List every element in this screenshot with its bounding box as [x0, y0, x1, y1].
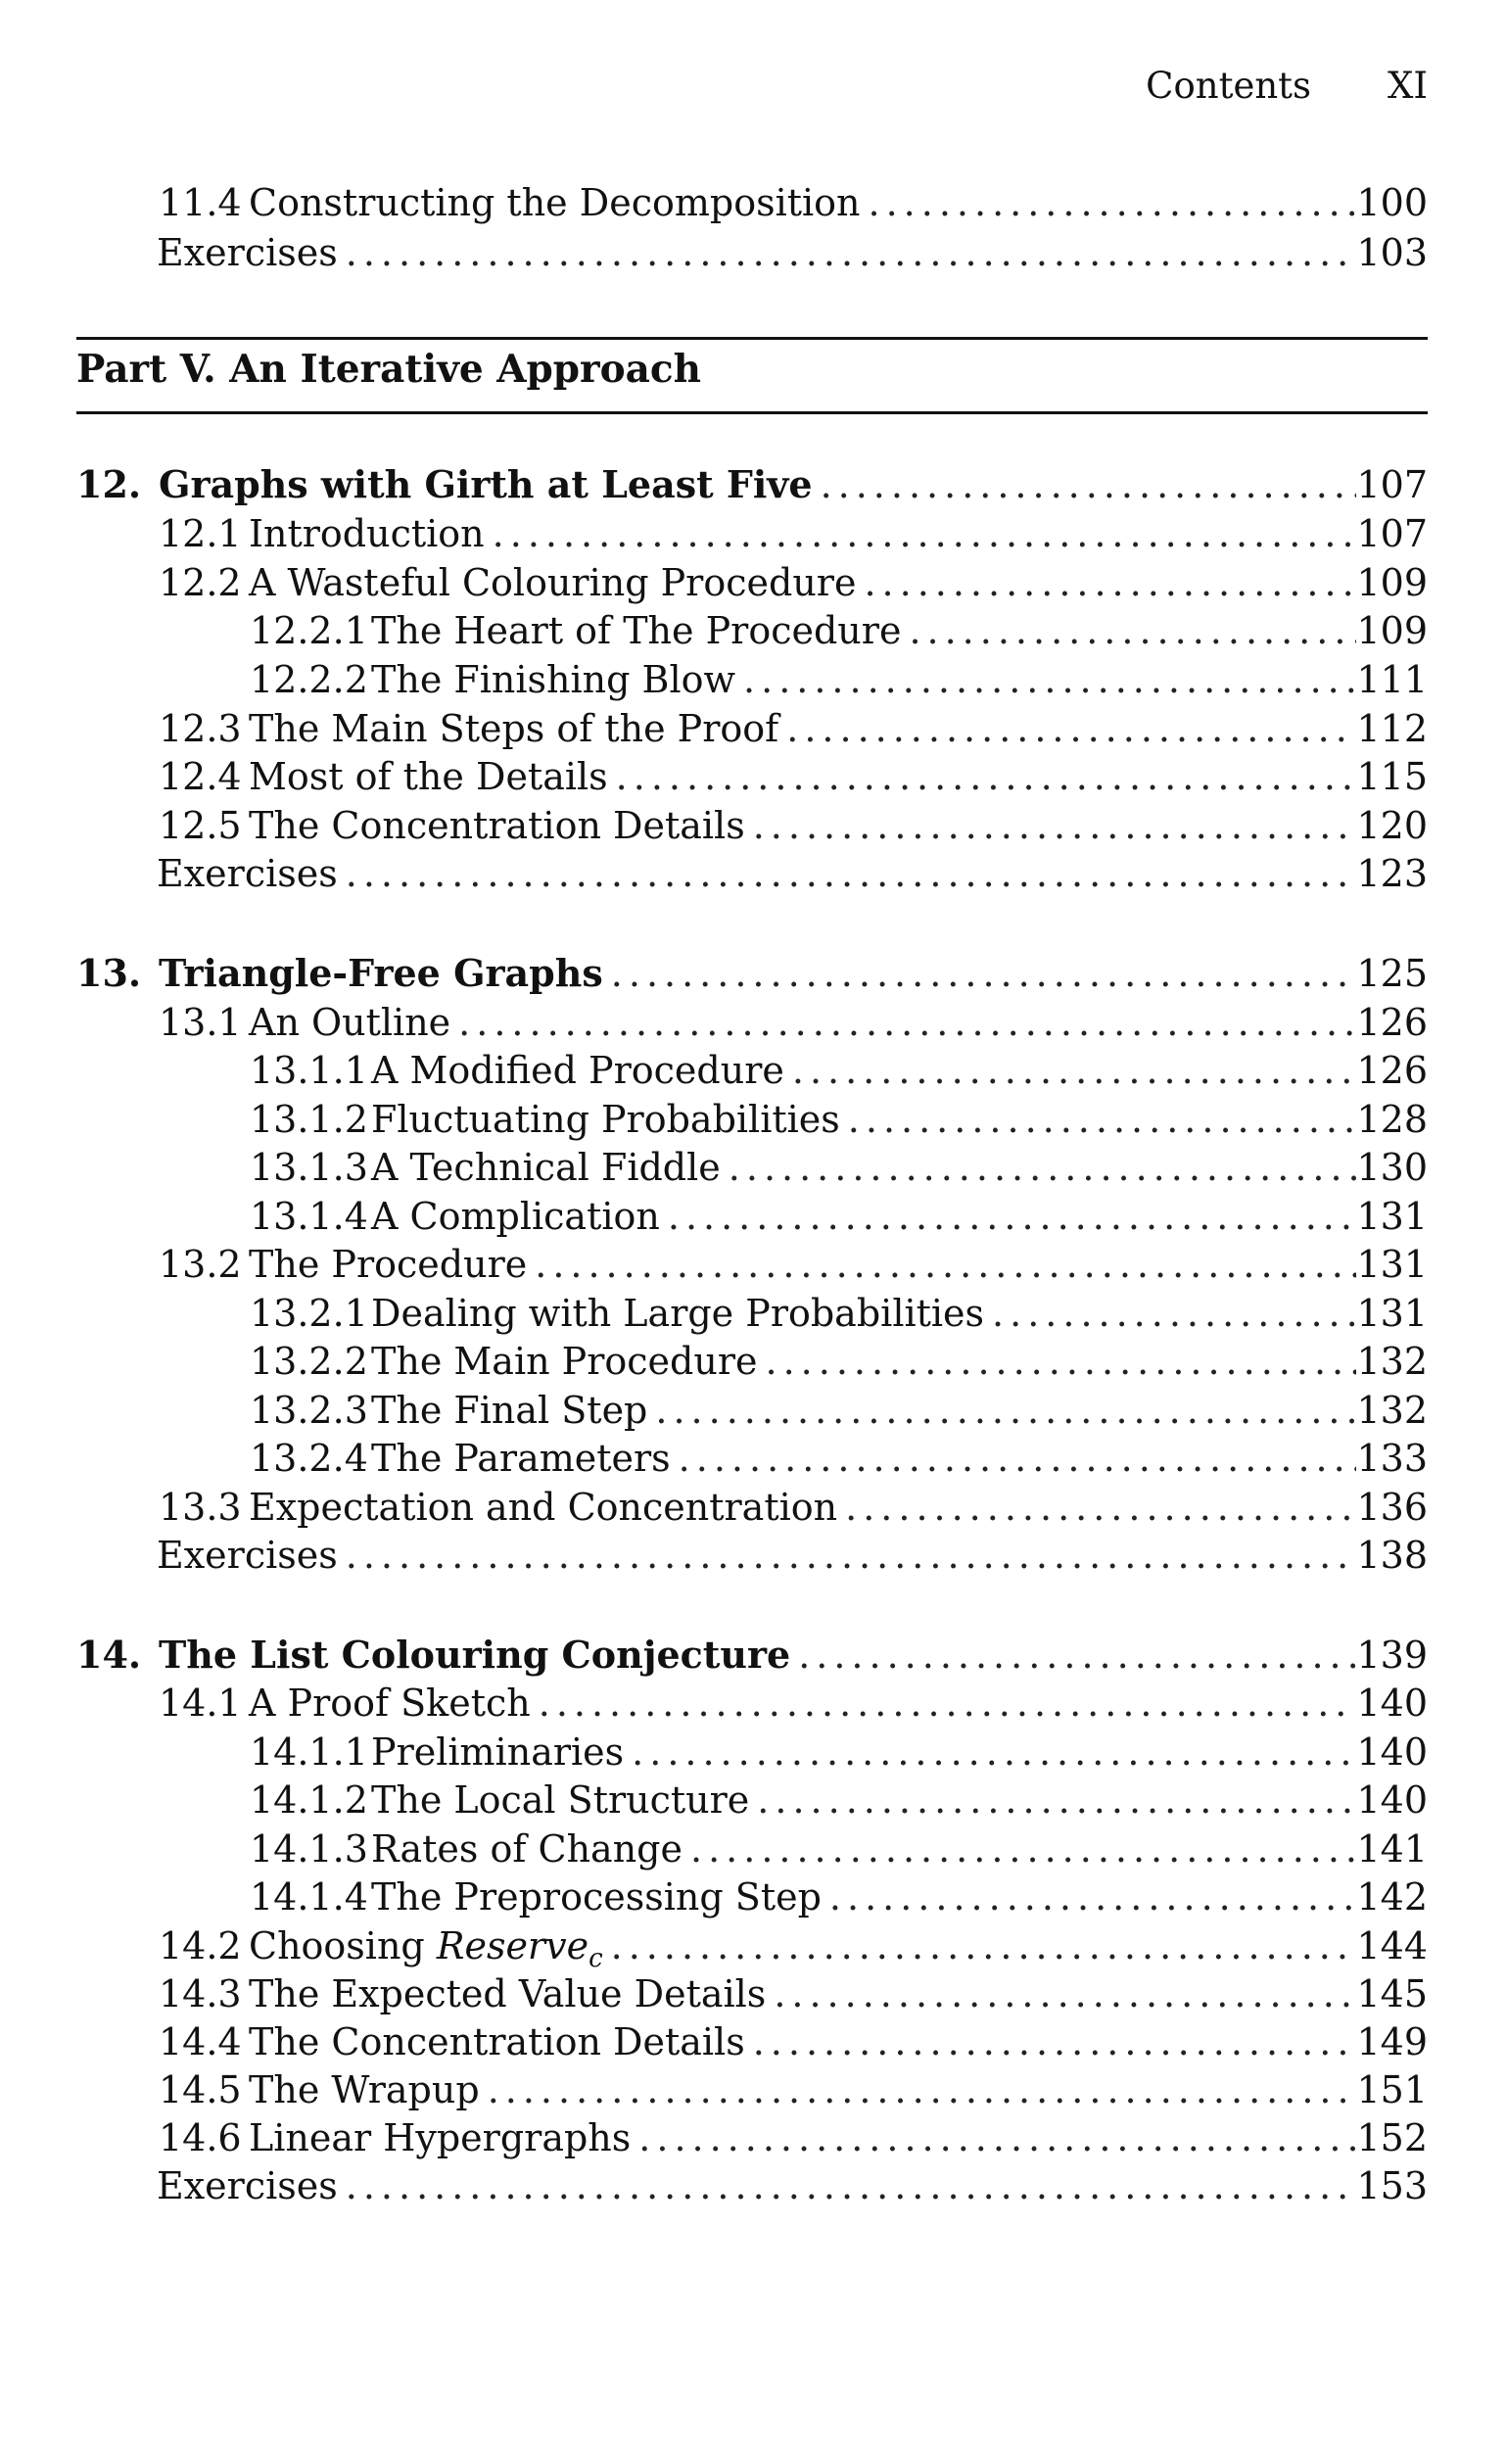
toc-entry-page: 131	[1356, 1243, 1428, 1286]
toc-entry-title: A Wasteful Colouring Procedure	[249, 561, 857, 604]
toc-entry-13-1-4[interactable]	[250, 1192, 1428, 1241]
toc-entry-number: 14.1.2	[250, 1778, 368, 1822]
toc-entry-title: The Parameters	[371, 1437, 671, 1480]
chapter-number: 13.	[76, 951, 142, 995]
toc-entry-13-2-3[interactable]	[250, 1386, 1428, 1435]
toc-entry-14-2[interactable]	[159, 1921, 1428, 1973]
leader-dots	[784, 1046, 1357, 1095]
toc-entry-page: 103	[1356, 231, 1428, 274]
toc-entry-page: 112	[1356, 707, 1428, 750]
toc-entry-exercises-11[interactable]	[157, 228, 1428, 277]
toc-entry-13-1-3[interactable]	[250, 1143, 1428, 1192]
toc-entry-number: 14.1	[159, 1682, 242, 1725]
chapter-page: 107	[1356, 463, 1428, 506]
toc-entry-14-1-3[interactable]	[250, 1824, 1428, 1873]
toc-entry-14-1-1[interactable]	[250, 1728, 1428, 1777]
toc-entry-title: Fluctuating Probabilities	[371, 1098, 840, 1141]
part-heading: Part V. An Iterative Approach	[76, 347, 701, 392]
toc-entry-title: Exercises	[157, 231, 338, 274]
toc-entry-14-5[interactable]	[159, 2065, 1428, 2114]
leader-dots	[840, 1095, 1357, 1144]
leader-dots	[861, 178, 1357, 227]
toc-entry-page: 151	[1356, 2068, 1428, 2111]
toc-entry-page: 107	[1356, 512, 1428, 555]
leader-dots	[749, 1776, 1356, 1824]
leader-dots	[485, 509, 1357, 558]
chapter-number: 14.	[76, 1633, 142, 1677]
toc-entry-title: The Finishing Blow	[371, 658, 736, 701]
toc-entry-title: An Outline	[249, 1001, 451, 1044]
toc-entry-12-2-1[interactable]	[250, 606, 1428, 655]
toc-entry-page: 144	[1356, 1924, 1428, 1967]
running-head	[1146, 65, 1428, 108]
toc-chapter-13[interactable]	[76, 949, 1428, 998]
toc-entry-number: 13.2.4	[250, 1437, 368, 1480]
toc-entry-number: 14.6	[159, 2116, 242, 2159]
toc-entry-12-2[interactable]	[159, 558, 1428, 607]
toc-entry-title-prefix: Choosing	[249, 1924, 437, 1967]
toc-entry-page: 131	[1356, 1292, 1428, 1335]
toc-entry-title: The Concentration Details	[249, 2020, 745, 2063]
part-rule-bottom	[76, 411, 1428, 414]
toc-entry-title: Introduction	[249, 512, 485, 555]
leader-dots	[745, 2017, 1357, 2066]
toc-entry-page: 133	[1356, 1437, 1428, 1480]
toc-entry-title: Exercises	[157, 1534, 338, 1577]
toc-entry-number: 12.3	[159, 707, 242, 750]
chapter-title: The List Colouring Conjecture	[159, 1633, 791, 1677]
toc-entry-page: 145	[1356, 1972, 1428, 2015]
leader-dots	[338, 2161, 1357, 2210]
toc-entry-title: A Technical Fiddle	[371, 1146, 721, 1189]
toc-entry-number: 14.3	[159, 1972, 242, 2015]
toc-entry-page: 111	[1356, 658, 1428, 701]
toc-entry-number: 13.1.4	[250, 1195, 368, 1238]
toc-entry-number: 12.2.1	[250, 609, 368, 652]
toc-entry-page: 132	[1356, 1340, 1428, 1383]
toc-entry-title: The Main Steps of the Proof	[249, 707, 779, 750]
toc-entry-page: 140	[1356, 1682, 1428, 1725]
toc-entry-page: 136	[1356, 1486, 1428, 1529]
toc-entry-page: 140	[1356, 1730, 1428, 1774]
toc-entry-page: 130	[1356, 1146, 1428, 1189]
toc-entry-title: A Proof Sketch	[249, 1682, 531, 1725]
leader-dots	[531, 1679, 1357, 1728]
toc-entry-page: 141	[1356, 1827, 1428, 1871]
toc-entry-number: 13.1.1	[250, 1049, 368, 1092]
leader-dots	[856, 558, 1356, 607]
toc-entry-title: The Procedure	[249, 1243, 528, 1286]
toc-entry-11-4[interactable]	[159, 178, 1428, 227]
toc-entry-title: Exercises	[157, 2164, 338, 2207]
toc-entry-number: 12.2.2	[250, 658, 368, 701]
toc-entry-page: 153	[1356, 2164, 1428, 2207]
toc-entry-14-6[interactable]	[159, 2113, 1428, 2162]
leader-dots	[624, 1728, 1356, 1777]
toc-entry-title: Dealing with Large Probabilities	[371, 1292, 985, 1335]
toc-entry-number: 12.1	[159, 512, 242, 555]
toc-entry-12-3[interactable]	[159, 704, 1428, 753]
toc-entry-exercises-12[interactable]	[157, 849, 1428, 898]
toc-entry-number: 13.1.2	[250, 1098, 368, 1141]
toc-entry-number: 13.2.2	[250, 1340, 368, 1383]
toc-entry-number: 12.5	[159, 804, 242, 847]
chapter-number: 12.	[76, 462, 142, 506]
toc-entry-13-1-2[interactable]	[250, 1095, 1428, 1144]
toc-entry-13-2[interactable]	[159, 1240, 1428, 1289]
toc-entry-title: Exercises	[157, 852, 338, 895]
toc-entry-page: 109	[1356, 609, 1428, 652]
toc-entry-title: The Final Step	[371, 1389, 648, 1432]
toc-entry-page: 142	[1356, 1875, 1428, 1919]
leader-dots	[603, 1921, 1357, 1970]
toc-entry-page: 128	[1356, 1098, 1428, 1141]
toc-entry-page: 100	[1356, 181, 1428, 224]
toc-entry-14-4[interactable]	[159, 2017, 1428, 2066]
toc-entry-title: A Modified Procedure	[371, 1049, 784, 1092]
toc-entry-page: 126	[1356, 1049, 1428, 1092]
toc-entry-14-3[interactable]	[159, 1969, 1428, 2018]
toc-chapter-14[interactable]	[76, 1631, 1428, 1680]
toc-entry-title: A Complication	[371, 1195, 660, 1238]
toc-entry-number: 13.2.1	[250, 1292, 368, 1335]
toc-entry-number: 14.1.1	[250, 1730, 368, 1774]
toc-entry-page: 138	[1356, 1534, 1428, 1577]
leader-dots	[778, 704, 1356, 753]
leader-dots	[721, 1143, 1357, 1192]
toc-entry-title: The Concentration Details	[249, 804, 745, 847]
toc-entry-page: 123	[1356, 852, 1428, 895]
leader-dots	[822, 1872, 1357, 1921]
toc-entry-number: 11.4	[159, 181, 242, 224]
toc-entry-page: 152	[1356, 2116, 1428, 2159]
toc-entry-number: 14.4	[159, 2020, 242, 2063]
chapter-page: 125	[1356, 952, 1428, 995]
toc-entry-page: 120	[1356, 804, 1428, 847]
leader-dots	[790, 1631, 1356, 1680]
toc-entry-number: 12.2	[159, 561, 242, 604]
toc-entry-title-subscript: c	[588, 1944, 603, 1973]
toc-entry-number: 13.2.3	[250, 1389, 368, 1432]
leader-dots	[660, 1192, 1357, 1241]
toc-entry-page: 149	[1356, 2020, 1428, 2063]
toc-entry-page: 115	[1356, 755, 1428, 798]
toc-entry-title: The Wrapup	[249, 2068, 480, 2111]
toc-entry-number: 14.1.3	[250, 1827, 368, 1871]
toc-entry-12-2-2[interactable]	[250, 655, 1428, 704]
leader-dots	[480, 2065, 1357, 2114]
toc-entry-13-2-1[interactable]	[250, 1289, 1428, 1338]
toc-entry-page: 131	[1356, 1195, 1428, 1238]
toc-entry-title: Most of the Details	[249, 755, 608, 798]
leader-dots	[671, 1434, 1357, 1483]
toc-entry-title: Preliminaries	[371, 1730, 625, 1774]
toc-entry-title: The Preprocessing Step	[371, 1875, 822, 1919]
leader-dots	[527, 1240, 1356, 1289]
toc-entry-page: 140	[1356, 1778, 1428, 1822]
toc-entry-page: 126	[1356, 1001, 1428, 1044]
toc-entry-number: 14.5	[159, 2068, 242, 2111]
toc-entry-number: 14.1.4	[250, 1875, 368, 1919]
toc-entry-title: Expectation and Concentration	[249, 1486, 838, 1529]
toc-entry-14-1-2[interactable]	[250, 1776, 1428, 1824]
toc-entry-12-1[interactable]	[159, 509, 1428, 558]
toc-entry-12-4[interactable]	[159, 752, 1428, 801]
leader-dots	[735, 655, 1356, 704]
chapter-title: Graphs with Girth at Least Five	[159, 462, 813, 506]
toc-entry-13-3[interactable]	[159, 1483, 1428, 1532]
leader-dots	[901, 606, 1356, 655]
toc-entry-page: 109	[1356, 561, 1428, 604]
leader-dots	[766, 1969, 1356, 2018]
toc-entry-exercises-14[interactable]	[157, 2161, 1428, 2210]
toc-entry-title: The Heart of The Procedure	[371, 609, 902, 652]
running-head-page-number: XI	[1388, 65, 1428, 107]
leader-dots	[682, 1824, 1356, 1873]
leader-dots	[758, 1337, 1357, 1386]
toc-entry-13-1-1[interactable]	[250, 1046, 1428, 1095]
toc-entry-page: 132	[1356, 1389, 1428, 1432]
toc-chapter-12[interactable]	[76, 460, 1428, 509]
toc-entry-exercises-13[interactable]	[157, 1531, 1428, 1580]
toc-entry-number: 12.4	[159, 755, 242, 798]
leader-dots	[608, 752, 1357, 801]
toc-entry-title-italic: Reserve	[436, 1924, 589, 1967]
leader-dots	[338, 849, 1357, 898]
toc-entry-number: 13.3	[159, 1486, 242, 1529]
toc-entry-title: The Main Procedure	[371, 1340, 758, 1383]
toc-entry-number: 14.2	[159, 1924, 242, 1967]
leader-dots	[631, 2113, 1356, 2162]
leader-dots	[745, 801, 1357, 850]
leader-dots	[813, 460, 1357, 509]
leader-dots	[450, 998, 1356, 1047]
toc-entry-number: 13.1.3	[250, 1146, 368, 1189]
toc-entry-title: Linear Hypergraphs	[249, 2116, 632, 2159]
leader-dots	[603, 949, 1357, 998]
leader-dots	[837, 1483, 1356, 1532]
toc-entry-13-2-2[interactable]	[250, 1337, 1428, 1386]
part-rule-top	[76, 337, 1428, 340]
toc-entry-13-1[interactable]	[159, 998, 1428, 1047]
leader-dots	[984, 1289, 1356, 1338]
toc-entry-14-1[interactable]	[159, 1679, 1428, 1728]
toc-entry-title: Rates of Change	[371, 1827, 682, 1871]
toc-entry-14-1-4[interactable]	[250, 1872, 1428, 1921]
leader-dots	[647, 1386, 1356, 1435]
toc-entry-13-2-4[interactable]	[250, 1434, 1428, 1483]
toc-entry-title: Constructing the Decomposition	[249, 181, 861, 224]
running-head-title: Contents	[1146, 65, 1312, 107]
toc-entry-12-5[interactable]	[159, 801, 1428, 850]
toc-entry-title: The Expected Value Details	[249, 1972, 767, 2015]
toc-entry-title: The Local Structure	[371, 1778, 750, 1822]
chapter-title: Triangle-Free Graphs	[159, 951, 603, 995]
toc-entry-number: 13.1	[159, 1001, 242, 1044]
chapter-page: 139	[1356, 1634, 1428, 1677]
toc-entry-number: 13.2	[159, 1243, 242, 1286]
leader-dots	[338, 1531, 1357, 1580]
leader-dots	[338, 228, 1357, 277]
